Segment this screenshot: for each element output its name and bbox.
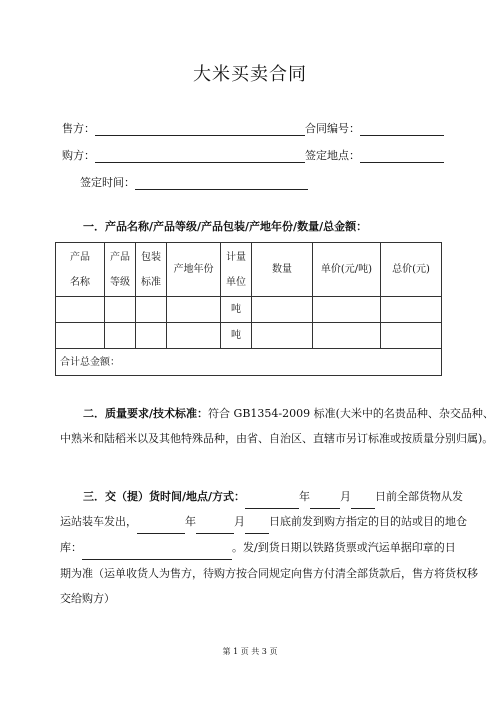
sign-place-row: [305, 147, 444, 163]
col-header-origin-year: 产地年份: [167, 243, 221, 297]
col-header-packaging: 包装 标准: [136, 243, 167, 297]
document-title: 大米买卖合同: [193, 64, 307, 85]
table-row: [56, 297, 442, 323]
delivery-year-blank[interactable]: [245, 496, 299, 509]
sign-time-label: 签定时间：: [80, 176, 135, 189]
sign-time-row: [80, 174, 308, 190]
section2-line1: [83, 401, 494, 426]
cell-packaging[interactable]: [136, 323, 167, 349]
section2-heading: 二．质量要求/技术标准：: [83, 407, 209, 420]
arrival-month-blank[interactable]: [196, 521, 234, 534]
sign-time-blank[interactable]: [135, 177, 308, 190]
delivery-month-blank[interactable]: [310, 496, 340, 509]
contract-no-label: 合同编号：: [305, 122, 360, 135]
col-header-unit: 计量 单位: [221, 243, 252, 297]
sign-place-blank[interactable]: [360, 150, 444, 163]
section3-t1: 日前全部货物从发: [375, 490, 464, 503]
seller-blank[interactable]: [95, 123, 305, 136]
cell-grade[interactable]: [105, 323, 136, 349]
table-header-row: [56, 243, 442, 297]
cell-unit: 吨: [221, 323, 252, 349]
col-header-total-price: 总价(元): [381, 243, 442, 297]
contract-no-blank[interactable]: [360, 123, 444, 136]
section3-line3: [60, 535, 456, 560]
arrival-day-blank[interactable]: [245, 521, 269, 534]
section3-t2: 运站装车发出，: [60, 515, 137, 528]
buyer-blank[interactable]: [95, 150, 305, 163]
arrival-year-blank[interactable]: [137, 521, 185, 534]
cell-origin-year[interactable]: [167, 323, 221, 349]
cell-packaging[interactable]: [136, 297, 167, 323]
section3-t7: 交给购方）: [60, 592, 115, 605]
section3-t4: 库：: [60, 541, 82, 554]
cell-unit: 吨: [221, 297, 252, 323]
cell-product-name[interactable]: [56, 323, 105, 349]
section3-t3: 日底前发到购方指定的目的站或目的地仓: [269, 515, 467, 528]
cell-unit-price[interactable]: [313, 323, 381, 349]
section2-text-2: 中熟米和陆稻米以及其他特殊品种，由省、自治区、直辖市另订标准或按质量分别归属)。: [60, 432, 494, 445]
total-row: [56, 349, 442, 376]
table-row: [56, 323, 442, 349]
page-footer: 第 1 页 共 3 页: [222, 647, 278, 656]
cell-unit-price[interactable]: [313, 297, 381, 323]
cell-grade[interactable]: [105, 297, 136, 323]
year-label: 年: [299, 490, 311, 503]
month-label: 月: [234, 515, 245, 528]
section1-heading: 一．产品名称/产品等级/产品包装/产地年份/数量/总金额：: [83, 220, 368, 233]
product-table: [55, 242, 442, 376]
section2-text-1: 符合 GB1354-2009 标准(大米中的名贵品种、杂交品种、: [208, 407, 494, 420]
month-label: 月: [340, 490, 352, 503]
section3-line1: [83, 484, 463, 509]
section3-t5: 。发/到货日期以铁路货票或汽运单据印章的日: [232, 541, 456, 554]
seller-row: [62, 120, 305, 136]
cell-total-price[interactable]: [381, 297, 442, 323]
section3-heading: 三．交（提）货时间/地点/方式：: [83, 490, 246, 503]
cell-origin-year[interactable]: [167, 297, 221, 323]
col-header-grade: 产品 等级: [105, 243, 136, 297]
cell-product-name[interactable]: [56, 297, 105, 323]
sign-place-label: 签定地点：: [305, 149, 360, 162]
seller-label: 售方：: [62, 122, 95, 135]
cell-quantity[interactable]: [252, 297, 313, 323]
total-amount-cell[interactable]: 合计总金额：: [56, 349, 442, 376]
cell-quantity[interactable]: [252, 323, 313, 349]
delivery-day-blank[interactable]: [351, 496, 375, 509]
section3-line2: [60, 509, 467, 534]
section3-t6: 期为准（运单收货人为售方，待购方按合同规定向售方付清全部货款后，售方将货权移: [60, 567, 478, 580]
col-header-product-name: 产品 名称: [56, 243, 105, 297]
contract-no-row: [305, 120, 444, 136]
buyer-label: 购方：: [62, 149, 95, 162]
cell-total-price[interactable]: [381, 323, 442, 349]
year-label: 年: [185, 515, 196, 528]
warehouse-blank[interactable]: [82, 547, 232, 560]
buyer-row: [62, 147, 305, 163]
col-header-unit-price: 单价(元/吨): [313, 243, 381, 297]
col-header-quantity: 数量: [252, 243, 313, 297]
